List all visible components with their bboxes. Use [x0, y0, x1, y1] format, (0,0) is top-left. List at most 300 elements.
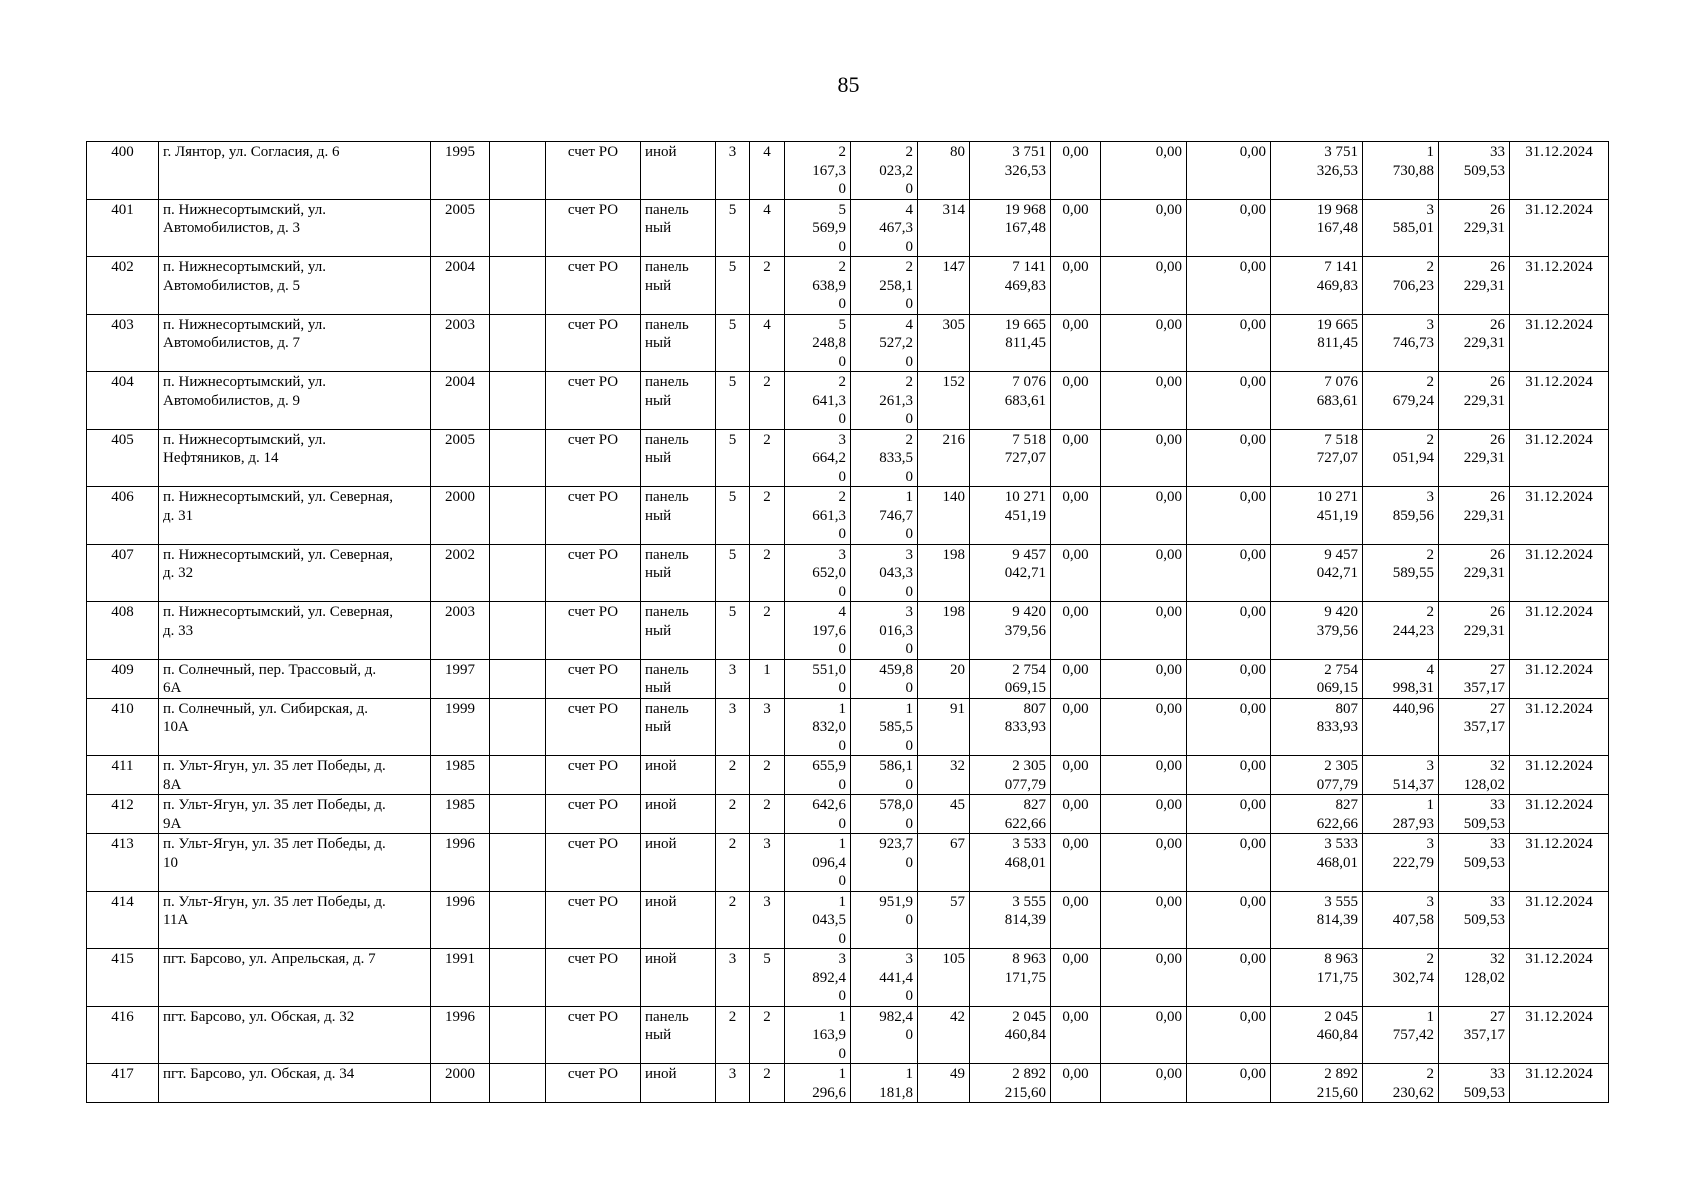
- cell-floors: 5: [716, 602, 750, 660]
- cell-floors: 5: [716, 314, 750, 372]
- cell-c1: 0,00: [1051, 199, 1101, 257]
- table-row: [87, 834, 1609, 892]
- cell-residents: 80: [918, 142, 970, 200]
- cell-blank: [490, 659, 546, 698]
- cell-floors: 5: [716, 429, 750, 487]
- cell-c1: 0,00: [1051, 372, 1101, 430]
- cell-wall: иной: [641, 949, 716, 1007]
- cell-c2: 0,00: [1101, 698, 1187, 756]
- cell-fund: счет РО: [546, 891, 641, 949]
- cell-num: 407: [87, 544, 159, 602]
- cell-year: 2005: [431, 429, 490, 487]
- cell-floors: 3: [716, 659, 750, 698]
- cell-wall: панель ный: [641, 429, 716, 487]
- cell-limit-cost: 27 357,17: [1439, 698, 1510, 756]
- cell-blank: [490, 795, 546, 834]
- cell-c3: 0,00: [1187, 1064, 1271, 1103]
- cell-area-living: 3 441,4 0: [851, 949, 918, 1007]
- cell-cost-total: 807 833,93: [970, 698, 1051, 756]
- cell-floors: 2: [716, 795, 750, 834]
- cell-cost-total: 9 420 379,56: [970, 602, 1051, 660]
- cell-address: пгт. Барсово, ул. Обская, д. 34: [159, 1064, 431, 1103]
- cell-area-total: 2 661,3 0: [785, 487, 851, 545]
- cell-blank: [490, 1064, 546, 1103]
- cell-cost-total: 19 665 811,45: [970, 314, 1051, 372]
- cell-year: 1996: [431, 834, 490, 892]
- table-row: [87, 698, 1609, 756]
- cell-address: п. Солнечный, ул. Сибирская, д. 10А: [159, 698, 431, 756]
- cell-num: 415: [87, 949, 159, 1007]
- table-body: [87, 142, 1609, 1103]
- cell-entrances: 2: [750, 544, 785, 602]
- cell-floors: 2: [716, 1006, 750, 1064]
- cell-residents: 198: [918, 544, 970, 602]
- cell-residents: 67: [918, 834, 970, 892]
- cell-cost-owners: 2 892 215,60: [1271, 1064, 1363, 1103]
- cell-address: п. Ульт-Ягун, ул. 35 лет Победы, д. 8А: [159, 756, 431, 795]
- cell-cost-owners: 7 076 683,61: [1271, 372, 1363, 430]
- cell-floors: 2: [716, 756, 750, 795]
- cell-c2: 0,00: [1101, 756, 1187, 795]
- table-row: [87, 949, 1609, 1007]
- cell-limit-cost: 26 229,31: [1439, 372, 1510, 430]
- cell-area-living: 578,0 0: [851, 795, 918, 834]
- cell-year: 1996: [431, 1006, 490, 1064]
- cell-blank: [490, 891, 546, 949]
- cell-c2: 0,00: [1101, 795, 1187, 834]
- table-row: [87, 372, 1609, 430]
- cell-c3: 0,00: [1187, 487, 1271, 545]
- cell-floors: 5: [716, 487, 750, 545]
- cell-unit-cost: 2 589,55: [1363, 544, 1439, 602]
- cell-residents: 45: [918, 795, 970, 834]
- cell-fund: счет РО: [546, 698, 641, 756]
- cell-c3: 0,00: [1187, 756, 1271, 795]
- cell-fund: счет РО: [546, 949, 641, 1007]
- cell-limit-cost: 26 229,31: [1439, 544, 1510, 602]
- cell-c1: 0,00: [1051, 487, 1101, 545]
- cell-wall: панель ный: [641, 544, 716, 602]
- cell-limit-cost: 26 229,31: [1439, 314, 1510, 372]
- cell-limit-cost: 32 128,02: [1439, 949, 1510, 1007]
- cell-floors: 5: [716, 257, 750, 315]
- cell-wall: иной: [641, 834, 716, 892]
- cell-blank: [490, 949, 546, 1007]
- cell-deadline: 31.12.2024: [1510, 257, 1609, 315]
- cell-fund: счет РО: [546, 142, 641, 200]
- cell-year: 2000: [431, 1064, 490, 1103]
- cell-c2: 0,00: [1101, 487, 1187, 545]
- cell-floors: 3: [716, 1064, 750, 1103]
- cell-year: 1985: [431, 756, 490, 795]
- cell-floors: 5: [716, 199, 750, 257]
- cell-num: 405: [87, 429, 159, 487]
- cell-cost-total: 8 963 171,75: [970, 949, 1051, 1007]
- cell-num: 401: [87, 199, 159, 257]
- cell-unit-cost: 2 302,74: [1363, 949, 1439, 1007]
- cell-entrances: 1: [750, 659, 785, 698]
- table-row: [87, 257, 1609, 315]
- cell-blank: [490, 142, 546, 200]
- table-row: [87, 1006, 1609, 1064]
- cell-deadline: 31.12.2024: [1510, 949, 1609, 1007]
- cell-cost-owners: 9 420 379,56: [1271, 602, 1363, 660]
- table-row: [87, 891, 1609, 949]
- cell-residents: 147: [918, 257, 970, 315]
- cell-c3: 0,00: [1187, 372, 1271, 430]
- cell-deadline: 31.12.2024: [1510, 487, 1609, 545]
- cell-entrances: 2: [750, 372, 785, 430]
- cell-floors: 3: [716, 698, 750, 756]
- cell-year: 2003: [431, 314, 490, 372]
- cell-deadline: 31.12.2024: [1510, 1064, 1609, 1103]
- cell-num: 413: [87, 834, 159, 892]
- cell-area-total: 3 892,4 0: [785, 949, 851, 1007]
- cell-c2: 0,00: [1101, 1006, 1187, 1064]
- cell-entrances: 2: [750, 1006, 785, 1064]
- cell-c3: 0,00: [1187, 834, 1271, 892]
- cell-num: 409: [87, 659, 159, 698]
- cell-limit-cost: 33 509,53: [1439, 1064, 1510, 1103]
- cell-area-living: 1 181,8: [851, 1064, 918, 1103]
- cell-year: 2004: [431, 372, 490, 430]
- cell-year: 1996: [431, 891, 490, 949]
- cell-cost-total: 827 622,66: [970, 795, 1051, 834]
- cell-c1: 0,00: [1051, 949, 1101, 1007]
- cell-c3: 0,00: [1187, 544, 1271, 602]
- cell-limit-cost: 26 229,31: [1439, 257, 1510, 315]
- cell-blank: [490, 429, 546, 487]
- cell-year: 2002: [431, 544, 490, 602]
- cell-address: пгт. Барсово, ул. Обская, д. 32: [159, 1006, 431, 1064]
- cell-area-total: 3 652,0 0: [785, 544, 851, 602]
- cell-address: п. Нижнесортымский, ул. Автомобилистов, д. 5: [159, 257, 431, 315]
- cell-wall: панель ный: [641, 314, 716, 372]
- cell-unit-cost: 4 998,31: [1363, 659, 1439, 698]
- cell-area-total: 642,6 0: [785, 795, 851, 834]
- table-row: [87, 602, 1609, 660]
- cell-c3: 0,00: [1187, 1006, 1271, 1064]
- cell-cost-total: 7 141 469,83: [970, 257, 1051, 315]
- cell-limit-cost: 32 128,02: [1439, 756, 1510, 795]
- cell-c2: 0,00: [1101, 544, 1187, 602]
- cell-unit-cost: 3 407,58: [1363, 891, 1439, 949]
- cell-entrances: 3: [750, 891, 785, 949]
- cell-wall: иной: [641, 142, 716, 200]
- cell-year: 2003: [431, 602, 490, 660]
- cell-cost-owners: 2 754 069,15: [1271, 659, 1363, 698]
- cell-cost-owners: 3 751 326,53: [1271, 142, 1363, 200]
- cell-blank: [490, 257, 546, 315]
- cell-limit-cost: 26 229,31: [1439, 429, 1510, 487]
- cell-cost-total: 19 968 167,48: [970, 199, 1051, 257]
- cell-residents: 305: [918, 314, 970, 372]
- cell-address: п. Нижнесортымский, ул. Автомобилистов, д. 9: [159, 372, 431, 430]
- cell-fund: счет РО: [546, 487, 641, 545]
- cell-area-living: 2 833,5 0: [851, 429, 918, 487]
- cell-wall: панель ный: [641, 1006, 716, 1064]
- cell-wall: иной: [641, 1064, 716, 1103]
- cell-address: п. Ульт-Ягун, ул. 35 лет Победы, д. 10: [159, 834, 431, 892]
- cell-c1: 0,00: [1051, 314, 1101, 372]
- cell-residents: 140: [918, 487, 970, 545]
- cell-area-total: 1 096,4 0: [785, 834, 851, 892]
- cell-deadline: 31.12.2024: [1510, 372, 1609, 430]
- cell-cost-total: 10 271 451,19: [970, 487, 1051, 545]
- cell-fund: счет РО: [546, 257, 641, 315]
- cell-cost-total: 2 754 069,15: [970, 659, 1051, 698]
- cell-residents: 105: [918, 949, 970, 1007]
- table-row: [87, 142, 1609, 200]
- cell-year: 1995: [431, 142, 490, 200]
- cell-limit-cost: 33 509,53: [1439, 891, 1510, 949]
- cell-wall: панель ный: [641, 257, 716, 315]
- cell-floors: 3: [716, 949, 750, 1007]
- cell-address: п. Нижнесортымский, ул. Северная, д. 32: [159, 544, 431, 602]
- cell-floors: 2: [716, 834, 750, 892]
- cell-entrances: 2: [750, 257, 785, 315]
- cell-blank: [490, 602, 546, 660]
- housing-registry-table: [86, 141, 1609, 1103]
- cell-c3: 0,00: [1187, 891, 1271, 949]
- cell-c1: 0,00: [1051, 795, 1101, 834]
- cell-cost-owners: 2 305 077,79: [1271, 756, 1363, 795]
- cell-entrances: 5: [750, 949, 785, 1007]
- cell-wall: иной: [641, 795, 716, 834]
- table-row: [87, 429, 1609, 487]
- table-row: [87, 795, 1609, 834]
- cell-unit-cost: 2 244,23: [1363, 602, 1439, 660]
- cell-cost-owners: 3 555 814,39: [1271, 891, 1363, 949]
- cell-unit-cost: 440,96: [1363, 698, 1439, 756]
- cell-cost-total: 7 518 727,07: [970, 429, 1051, 487]
- cell-cost-owners: 8 963 171,75: [1271, 949, 1363, 1007]
- cell-c2: 0,00: [1101, 372, 1187, 430]
- cell-wall: иной: [641, 891, 716, 949]
- table-row: [87, 544, 1609, 602]
- cell-fund: счет РО: [546, 659, 641, 698]
- cell-address: п. Ульт-Ягун, ул. 35 лет Победы, д. 11А: [159, 891, 431, 949]
- cell-limit-cost: 26 229,31: [1439, 602, 1510, 660]
- cell-unit-cost: 1 730,88: [1363, 142, 1439, 200]
- cell-area-living: 2 023,2 0: [851, 142, 918, 200]
- cell-deadline: 31.12.2024: [1510, 891, 1609, 949]
- cell-area-living: 586,1 0: [851, 756, 918, 795]
- cell-c3: 0,00: [1187, 949, 1271, 1007]
- cell-area-total: 655,9 0: [785, 756, 851, 795]
- cell-c1: 0,00: [1051, 698, 1101, 756]
- cell-address: п. Нижнесортымский, ул. Северная, д. 31: [159, 487, 431, 545]
- cell-address: п. Солнечный, пер. Трассовый, д. 6А: [159, 659, 431, 698]
- cell-deadline: 31.12.2024: [1510, 1006, 1609, 1064]
- cell-c1: 0,00: [1051, 429, 1101, 487]
- cell-year: 2004: [431, 257, 490, 315]
- cell-c2: 0,00: [1101, 142, 1187, 200]
- cell-deadline: 31.12.2024: [1510, 544, 1609, 602]
- cell-wall: панель ный: [641, 659, 716, 698]
- cell-address: п. Нижнесортымский, ул. Северная, д. 33: [159, 602, 431, 660]
- cell-num: 406: [87, 487, 159, 545]
- cell-num: 414: [87, 891, 159, 949]
- cell-fund: счет РО: [546, 1064, 641, 1103]
- cell-deadline: 31.12.2024: [1510, 756, 1609, 795]
- cell-floors: 3: [716, 142, 750, 200]
- cell-c3: 0,00: [1187, 429, 1271, 487]
- cell-residents: 152: [918, 372, 970, 430]
- cell-c2: 0,00: [1101, 834, 1187, 892]
- cell-blank: [490, 544, 546, 602]
- table-row: [87, 659, 1609, 698]
- cell-cost-owners: 7 518 727,07: [1271, 429, 1363, 487]
- cell-c1: 0,00: [1051, 544, 1101, 602]
- page-number: 85: [837, 72, 860, 97]
- cell-blank: [490, 487, 546, 545]
- cell-deadline: 31.12.2024: [1510, 659, 1609, 698]
- cell-c2: 0,00: [1101, 1064, 1187, 1103]
- cell-wall: панель ный: [641, 199, 716, 257]
- cell-cost-total: 3 751 326,53: [970, 142, 1051, 200]
- cell-cost-owners: 2 045 460,84: [1271, 1006, 1363, 1064]
- cell-area-living: 2 261,3 0: [851, 372, 918, 430]
- cell-cost-owners: 19 665 811,45: [1271, 314, 1363, 372]
- cell-fund: счет РО: [546, 795, 641, 834]
- cell-cost-total: 2 045 460,84: [970, 1006, 1051, 1064]
- cell-unit-cost: 1 757,42: [1363, 1006, 1439, 1064]
- cell-area-living: 982,4 0: [851, 1006, 918, 1064]
- cell-residents: 57: [918, 891, 970, 949]
- cell-residents: 314: [918, 199, 970, 257]
- cell-cost-owners: 3 533 468,01: [1271, 834, 1363, 892]
- cell-c2: 0,00: [1101, 949, 1187, 1007]
- cell-c1: 0,00: [1051, 1064, 1101, 1103]
- cell-c3: 0,00: [1187, 199, 1271, 257]
- cell-cost-total: 9 457 042,71: [970, 544, 1051, 602]
- cell-c2: 0,00: [1101, 429, 1187, 487]
- cell-c2: 0,00: [1101, 199, 1187, 257]
- cell-num: 408: [87, 602, 159, 660]
- cell-area-living: 1 585,5 0: [851, 698, 918, 756]
- cell-unit-cost: 3 222,79: [1363, 834, 1439, 892]
- cell-c1: 0,00: [1051, 142, 1101, 200]
- cell-c3: 0,00: [1187, 314, 1271, 372]
- cell-residents: 198: [918, 602, 970, 660]
- cell-c1: 0,00: [1051, 659, 1101, 698]
- cell-residents: 32: [918, 756, 970, 795]
- cell-deadline: 31.12.2024: [1510, 314, 1609, 372]
- cell-address: пгт. Барсово, ул. Апрельская, д. 7: [159, 949, 431, 1007]
- cell-limit-cost: 33 509,53: [1439, 834, 1510, 892]
- cell-cost-total: 3 533 468,01: [970, 834, 1051, 892]
- cell-area-living: 3 016,3 0: [851, 602, 918, 660]
- cell-wall: иной: [641, 756, 716, 795]
- cell-area-living: 4 467,3 0: [851, 199, 918, 257]
- cell-deadline: 31.12.2024: [1510, 199, 1609, 257]
- cell-area-living: 1 746,7 0: [851, 487, 918, 545]
- table-row: [87, 199, 1609, 257]
- cell-cost-owners: 9 457 042,71: [1271, 544, 1363, 602]
- cell-entrances: 3: [750, 698, 785, 756]
- cell-limit-cost: 26 229,31: [1439, 487, 1510, 545]
- cell-num: 403: [87, 314, 159, 372]
- cell-c1: 0,00: [1051, 602, 1101, 660]
- cell-unit-cost: 2 679,24: [1363, 372, 1439, 430]
- cell-area-total: 2 641,3 0: [785, 372, 851, 430]
- cell-c3: 0,00: [1187, 659, 1271, 698]
- cell-address: п. Нижнесортымский, ул. Нефтяников, д. 14: [159, 429, 431, 487]
- cell-unit-cost: 2 230,62: [1363, 1064, 1439, 1103]
- cell-entrances: 4: [750, 314, 785, 372]
- cell-blank: [490, 314, 546, 372]
- cell-entrances: 2: [750, 756, 785, 795]
- cell-blank: [490, 1006, 546, 1064]
- cell-c1: 0,00: [1051, 834, 1101, 892]
- cell-num: 404: [87, 372, 159, 430]
- cell-num: 417: [87, 1064, 159, 1103]
- cell-limit-cost: 27 357,17: [1439, 659, 1510, 698]
- cell-blank: [490, 372, 546, 430]
- cell-entrances: 4: [750, 199, 785, 257]
- cell-residents: 49: [918, 1064, 970, 1103]
- cell-year: 2000: [431, 487, 490, 545]
- cell-c2: 0,00: [1101, 891, 1187, 949]
- cell-area-total: 1 832,0 0: [785, 698, 851, 756]
- cell-area-total: 1 043,5 0: [785, 891, 851, 949]
- cell-entrances: 2: [750, 1064, 785, 1103]
- cell-area-living: 3 043,3 0: [851, 544, 918, 602]
- cell-c1: 0,00: [1051, 257, 1101, 315]
- table-row: [87, 756, 1609, 795]
- cell-deadline: 31.12.2024: [1510, 698, 1609, 756]
- cell-c3: 0,00: [1187, 142, 1271, 200]
- cell-year: 2005: [431, 199, 490, 257]
- cell-floors: 5: [716, 372, 750, 430]
- cell-entrances: 3: [750, 834, 785, 892]
- cell-c3: 0,00: [1187, 698, 1271, 756]
- cell-area-total: 4 197,6 0: [785, 602, 851, 660]
- cell-area-living: 4 527,2 0: [851, 314, 918, 372]
- cell-limit-cost: 33 509,53: [1439, 142, 1510, 200]
- cell-cost-total: 3 555 814,39: [970, 891, 1051, 949]
- cell-deadline: 31.12.2024: [1510, 795, 1609, 834]
- cell-blank: [490, 199, 546, 257]
- cell-deadline: 31.12.2024: [1510, 142, 1609, 200]
- cell-area-living: 2 258,1 0: [851, 257, 918, 315]
- cell-num: 400: [87, 142, 159, 200]
- cell-unit-cost: 1 287,93: [1363, 795, 1439, 834]
- cell-entrances: 2: [750, 795, 785, 834]
- cell-cost-owners: 10 271 451,19: [1271, 487, 1363, 545]
- cell-address: п. Нижнесортымский, ул. Автомобилистов, д. 3: [159, 199, 431, 257]
- cell-entrances: 4: [750, 142, 785, 200]
- cell-c3: 0,00: [1187, 602, 1271, 660]
- cell-deadline: 31.12.2024: [1510, 602, 1609, 660]
- cell-c3: 0,00: [1187, 795, 1271, 834]
- table-row: [87, 1064, 1609, 1103]
- cell-num: 411: [87, 756, 159, 795]
- cell-c1: 0,00: [1051, 756, 1101, 795]
- cell-c1: 0,00: [1051, 1006, 1101, 1064]
- cell-wall: панель ный: [641, 698, 716, 756]
- cell-fund: счет РО: [546, 756, 641, 795]
- cell-floors: 5: [716, 544, 750, 602]
- cell-area-living: 923,7 0: [851, 834, 918, 892]
- cell-fund: счет РО: [546, 834, 641, 892]
- cell-residents: 216: [918, 429, 970, 487]
- cell-entrances: 2: [750, 602, 785, 660]
- cell-wall: панель ный: [641, 372, 716, 430]
- cell-wall: панель ный: [641, 487, 716, 545]
- cell-deadline: 31.12.2024: [1510, 834, 1609, 892]
